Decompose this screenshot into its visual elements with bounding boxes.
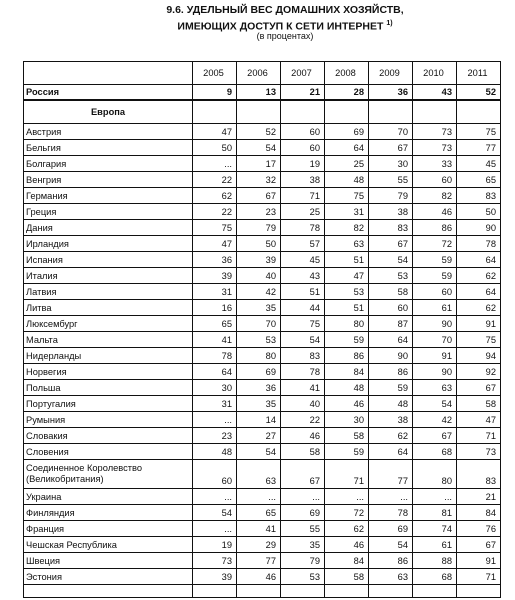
country-cell: Венгрия: [24, 172, 193, 188]
value-cell: 38: [369, 204, 413, 220]
value-cell: 86: [325, 348, 369, 364]
table-row: [24, 252, 501, 268]
value-cell: 68: [413, 569, 457, 585]
value-cell: 74: [413, 521, 457, 537]
empty-cell: [413, 585, 457, 598]
value-cell: 62: [457, 268, 501, 284]
value-cell: 31: [325, 204, 369, 220]
value-cell: 46: [325, 537, 369, 553]
table-row: [24, 412, 501, 428]
value-cell: 29: [237, 537, 281, 553]
value-cell: 38: [281, 172, 325, 188]
table-row: [24, 489, 501, 505]
empty-cell: [281, 100, 325, 124]
country-cell: Швеция: [24, 553, 193, 569]
value-cell: 52: [237, 124, 281, 140]
value-cell: 54: [369, 537, 413, 553]
value-cell: 67: [369, 140, 413, 156]
value-cell: 69: [281, 505, 325, 521]
value-cell: 47: [193, 236, 237, 252]
empty-cell: [413, 100, 457, 124]
value-cell: 40: [281, 396, 325, 412]
value-cell: 48: [325, 172, 369, 188]
table-row: [24, 521, 501, 537]
value-cell: 83: [281, 348, 325, 364]
value-cell: 78: [281, 364, 325, 380]
value-cell: 57: [281, 236, 325, 252]
value-cell: 77: [369, 460, 413, 489]
country-cell: Украина: [24, 489, 193, 505]
value-cell: 30: [193, 380, 237, 396]
value-cell: 60: [193, 460, 237, 489]
value-cell: 91: [457, 316, 501, 332]
header-country-cell: [24, 62, 193, 85]
empty-cell: [281, 585, 325, 598]
value-cell: 67: [413, 428, 457, 444]
value-cell: 62: [193, 188, 237, 204]
value-cell: 21: [281, 85, 325, 101]
country-cell: Дания: [24, 220, 193, 236]
table-row: [24, 380, 501, 396]
value-cell: 64: [369, 444, 413, 460]
value-cell: 25: [281, 204, 325, 220]
country-cell: Россия: [24, 85, 193, 101]
value-cell: 44: [281, 300, 325, 316]
empty-cell: [369, 585, 413, 598]
value-cell: 67: [281, 460, 325, 489]
value-cell: 42: [237, 284, 281, 300]
value-cell: 59: [413, 252, 457, 268]
value-cell: 79: [369, 188, 413, 204]
country-cell: Нидерланды: [24, 348, 193, 364]
value-cell: 16: [193, 300, 237, 316]
value-cell: 22: [193, 204, 237, 220]
empty-cell: [369, 100, 413, 124]
value-cell: 78: [457, 236, 501, 252]
empty-cell: [325, 100, 369, 124]
value-cell: 76: [457, 521, 501, 537]
value-cell: 60: [281, 124, 325, 140]
year-header-cell: 2008: [325, 62, 369, 85]
value-cell: 81: [413, 505, 457, 521]
table-row: [24, 300, 501, 316]
value-cell: 69: [369, 521, 413, 537]
value-cell: 94: [457, 348, 501, 364]
region-label: Европа: [24, 100, 193, 124]
value-cell: 46: [281, 428, 325, 444]
value-cell: 46: [413, 204, 457, 220]
country-cell: Латвия: [24, 284, 193, 300]
value-cell: 79: [237, 220, 281, 236]
value-cell: 75: [281, 316, 325, 332]
value-cell: 71: [457, 569, 501, 585]
value-cell: 78: [369, 505, 413, 521]
value-cell: 58: [281, 444, 325, 460]
value-cell: 72: [413, 236, 457, 252]
country-cell: Франция: [24, 521, 193, 537]
value-cell: 83: [457, 460, 501, 489]
value-cell: 36: [193, 252, 237, 268]
value-cell: 39: [237, 252, 281, 268]
value-cell: 91: [413, 348, 457, 364]
value-cell: 40: [237, 268, 281, 284]
value-cell: 84: [457, 505, 501, 521]
table-row: [24, 364, 501, 380]
value-cell: 35: [281, 537, 325, 553]
value-cell: 60: [413, 172, 457, 188]
value-cell: 75: [457, 124, 501, 140]
value-cell: 61: [413, 300, 457, 316]
value-cell: 64: [457, 252, 501, 268]
year-header-cell: 2010: [413, 62, 457, 85]
value-cell: ...: [193, 521, 237, 537]
value-cell: 35: [237, 300, 281, 316]
value-cell: 45: [281, 252, 325, 268]
empty-cell: [193, 585, 237, 598]
value-cell: 63: [325, 236, 369, 252]
country-cell: Литва: [24, 300, 193, 316]
value-cell: 22: [193, 172, 237, 188]
value-cell: 68: [413, 444, 457, 460]
value-cell: 92: [457, 364, 501, 380]
value-cell: 9: [193, 85, 237, 101]
table-row: [24, 268, 501, 284]
value-cell: 42: [413, 412, 457, 428]
table-row: [24, 537, 501, 553]
table-title-line1: 9.6. УДЕЛЬНЫЙ ВЕС ДОМАШНИХ ХОЗЯЙСТВ,: [166, 4, 404, 16]
empty-cell: [193, 100, 237, 124]
value-cell: 82: [413, 188, 457, 204]
value-cell: 78: [281, 220, 325, 236]
country-cell: Словакия: [24, 428, 193, 444]
value-cell: 64: [457, 284, 501, 300]
empty-cell: [457, 585, 501, 598]
value-cell: 33: [413, 156, 457, 172]
country-cell: Эстония: [24, 569, 193, 585]
value-cell: 47: [325, 268, 369, 284]
value-cell: 50: [193, 140, 237, 156]
value-cell: 17: [237, 156, 281, 172]
empty-cell: [24, 585, 193, 598]
value-cell: 80: [413, 460, 457, 489]
internet-access-table: [23, 61, 501, 598]
value-cell: 39: [193, 569, 237, 585]
value-cell: 60: [369, 300, 413, 316]
value-cell: 67: [457, 537, 501, 553]
value-cell: 22: [281, 412, 325, 428]
value-cell: 31: [193, 284, 237, 300]
value-cell: 64: [369, 332, 413, 348]
value-cell: 62: [457, 300, 501, 316]
value-cell: 47: [193, 124, 237, 140]
table-row: [24, 428, 501, 444]
value-cell: 75: [193, 220, 237, 236]
value-cell: 13: [237, 85, 281, 101]
table-row: [24, 505, 501, 521]
value-cell: 75: [457, 332, 501, 348]
value-cell: 59: [369, 380, 413, 396]
value-cell: 84: [325, 553, 369, 569]
value-cell: 54: [193, 505, 237, 521]
value-cell: 72: [325, 505, 369, 521]
value-cell: ...: [193, 412, 237, 428]
value-cell: 53: [325, 284, 369, 300]
table-row: [24, 444, 501, 460]
country-cell: Соединенное Королевство (Великобритания): [24, 460, 193, 489]
value-cell: 50: [457, 204, 501, 220]
value-cell: 58: [457, 396, 501, 412]
country-cell: Италия: [24, 268, 193, 284]
value-cell: 67: [457, 380, 501, 396]
value-cell: 73: [413, 140, 457, 156]
value-cell: 53: [237, 332, 281, 348]
value-cell: 14: [237, 412, 281, 428]
value-cell: 69: [237, 364, 281, 380]
country-cell: Финляндия: [24, 505, 193, 521]
value-cell: 23: [237, 204, 281, 220]
value-cell: 48: [369, 396, 413, 412]
value-cell: ...: [193, 156, 237, 172]
value-cell: 21: [457, 489, 501, 505]
value-cell: ...: [237, 489, 281, 505]
value-cell: 54: [281, 332, 325, 348]
value-cell: 61: [413, 537, 457, 553]
country-cell: Румыния: [24, 412, 193, 428]
value-cell: 62: [369, 428, 413, 444]
value-cell: 50: [237, 236, 281, 252]
empty-cell: [457, 100, 501, 124]
value-cell: 78: [193, 348, 237, 364]
value-cell: 63: [413, 380, 457, 396]
value-cell: 82: [325, 220, 369, 236]
value-cell: 86: [369, 553, 413, 569]
value-cell: 71: [457, 428, 501, 444]
year-header-cell: 2007: [281, 62, 325, 85]
value-cell: 62: [325, 521, 369, 537]
value-cell: 67: [237, 188, 281, 204]
value-cell: 27: [237, 428, 281, 444]
value-cell: ...: [193, 489, 237, 505]
value-cell: 64: [193, 364, 237, 380]
country-cell: Польша: [24, 380, 193, 396]
table-row: [24, 332, 501, 348]
value-cell: 87: [369, 316, 413, 332]
value-cell: 86: [413, 220, 457, 236]
header-row: [24, 62, 501, 85]
value-cell: 58: [325, 569, 369, 585]
country-cell: Германия: [24, 188, 193, 204]
value-cell: 48: [193, 444, 237, 460]
empty-cell: [237, 100, 281, 124]
value-cell: 60: [413, 284, 457, 300]
value-cell: 46: [237, 569, 281, 585]
table-row: [24, 460, 501, 489]
value-cell: 64: [325, 140, 369, 156]
value-cell: 30: [325, 412, 369, 428]
value-cell: 75: [325, 188, 369, 204]
value-cell: 86: [369, 364, 413, 380]
value-cell: ...: [413, 489, 457, 505]
value-cell: ...: [325, 489, 369, 505]
value-cell: 51: [325, 252, 369, 268]
value-cell: 36: [369, 85, 413, 101]
value-cell: 36: [237, 380, 281, 396]
value-cell: 51: [281, 284, 325, 300]
value-cell: 54: [237, 444, 281, 460]
value-cell: 41: [193, 332, 237, 348]
value-cell: 41: [237, 521, 281, 537]
value-cell: 31: [193, 396, 237, 412]
value-cell: 28: [325, 85, 369, 101]
value-cell: 71: [325, 460, 369, 489]
country-cell: Бельгия: [24, 140, 193, 156]
table-row: [24, 156, 501, 172]
region-row: [24, 100, 501, 124]
country-cell: Австрия: [24, 124, 193, 140]
value-cell: 63: [237, 460, 281, 489]
table-row: [24, 124, 501, 140]
table-row-russia: [24, 85, 501, 101]
value-cell: 38: [369, 412, 413, 428]
table-row: [24, 348, 501, 364]
value-cell: 83: [369, 220, 413, 236]
value-cell: 90: [369, 348, 413, 364]
value-cell: 60: [281, 140, 325, 156]
value-cell: 65: [237, 505, 281, 521]
value-cell: 73: [457, 444, 501, 460]
table-row: [24, 172, 501, 188]
value-cell: 43: [281, 268, 325, 284]
year-header-cell: 2011: [457, 62, 501, 85]
value-cell: 58: [369, 284, 413, 300]
value-cell: 35: [237, 396, 281, 412]
title-line2-text: ИМЕЮЩИХ ДОСТУП К СЕТИ ИНТЕРНЕТ: [177, 20, 384, 33]
year-header-cell: 2006: [237, 62, 281, 85]
table-row: [24, 316, 501, 332]
value-cell: 90: [413, 316, 457, 332]
value-cell: 91: [457, 553, 501, 569]
table-subtitle: (в процентах): [256, 31, 314, 41]
value-cell: 51: [325, 300, 369, 316]
value-cell: 43: [413, 85, 457, 101]
country-cell: Норвегия: [24, 364, 193, 380]
value-cell: 58: [325, 428, 369, 444]
value-cell: 45: [457, 156, 501, 172]
value-cell: 70: [369, 124, 413, 140]
value-cell: 53: [281, 569, 325, 585]
country-cell: Португалия: [24, 396, 193, 412]
value-cell: 70: [237, 316, 281, 332]
value-cell: 53: [369, 268, 413, 284]
value-cell: 23: [193, 428, 237, 444]
value-cell: 73: [193, 553, 237, 569]
table-row: [24, 396, 501, 412]
value-cell: 41: [281, 380, 325, 396]
value-cell: 39: [193, 268, 237, 284]
table-row: [24, 140, 501, 156]
value-cell: 46: [325, 396, 369, 412]
country-cell: Словения: [24, 444, 193, 460]
country-cell: Ирландия: [24, 236, 193, 252]
country-cell: Мальта: [24, 332, 193, 348]
value-cell: 90: [457, 220, 501, 236]
value-cell: 55: [369, 172, 413, 188]
table-row-partial: [24, 585, 501, 598]
value-cell: 59: [413, 268, 457, 284]
value-cell: 83: [457, 188, 501, 204]
value-cell: 59: [325, 444, 369, 460]
table-row: [24, 284, 501, 300]
value-cell: 65: [457, 172, 501, 188]
value-cell: 52: [457, 85, 501, 101]
table-row: [24, 188, 501, 204]
value-cell: 19: [281, 156, 325, 172]
value-cell: 80: [325, 316, 369, 332]
value-cell: 70: [413, 332, 457, 348]
value-cell: 71: [281, 188, 325, 204]
country-cell: Чешская Республика: [24, 537, 193, 553]
value-cell: 79: [281, 553, 325, 569]
country-cell: Болгария: [24, 156, 193, 172]
value-cell: 88: [413, 553, 457, 569]
value-cell: 73: [413, 124, 457, 140]
table-row: [24, 236, 501, 252]
empty-cell: [237, 585, 281, 598]
value-cell: 77: [237, 553, 281, 569]
country-cell: Люксембург: [24, 316, 193, 332]
value-cell: 67: [369, 236, 413, 252]
value-cell: 69: [325, 124, 369, 140]
value-cell: 54: [237, 140, 281, 156]
footnote-mark: 1): [386, 20, 393, 27]
value-cell: 47: [457, 412, 501, 428]
value-cell: 32: [237, 172, 281, 188]
value-cell: 48: [325, 380, 369, 396]
value-cell: 65: [193, 316, 237, 332]
table-row: [24, 569, 501, 585]
value-cell: 59: [325, 332, 369, 348]
value-cell: 19: [193, 537, 237, 553]
table-row: [24, 553, 501, 569]
value-cell: 25: [325, 156, 369, 172]
value-cell: 84: [325, 364, 369, 380]
year-header-cell: 2005: [193, 62, 237, 85]
value-cell: 90: [413, 364, 457, 380]
table-row: [24, 204, 501, 220]
empty-cell: [325, 585, 369, 598]
value-cell: 80: [237, 348, 281, 364]
value-cell: 54: [369, 252, 413, 268]
value-cell: 54: [413, 396, 457, 412]
country-cell: Испания: [24, 252, 193, 268]
value-cell: 63: [369, 569, 413, 585]
year-header-cell: 2009: [369, 62, 413, 85]
value-cell: 77: [457, 140, 501, 156]
value-cell: ...: [281, 489, 325, 505]
table-row: [24, 220, 501, 236]
value-cell: ...: [369, 489, 413, 505]
value-cell: 55: [281, 521, 325, 537]
value-cell: 30: [369, 156, 413, 172]
country-cell: Греция: [24, 204, 193, 220]
